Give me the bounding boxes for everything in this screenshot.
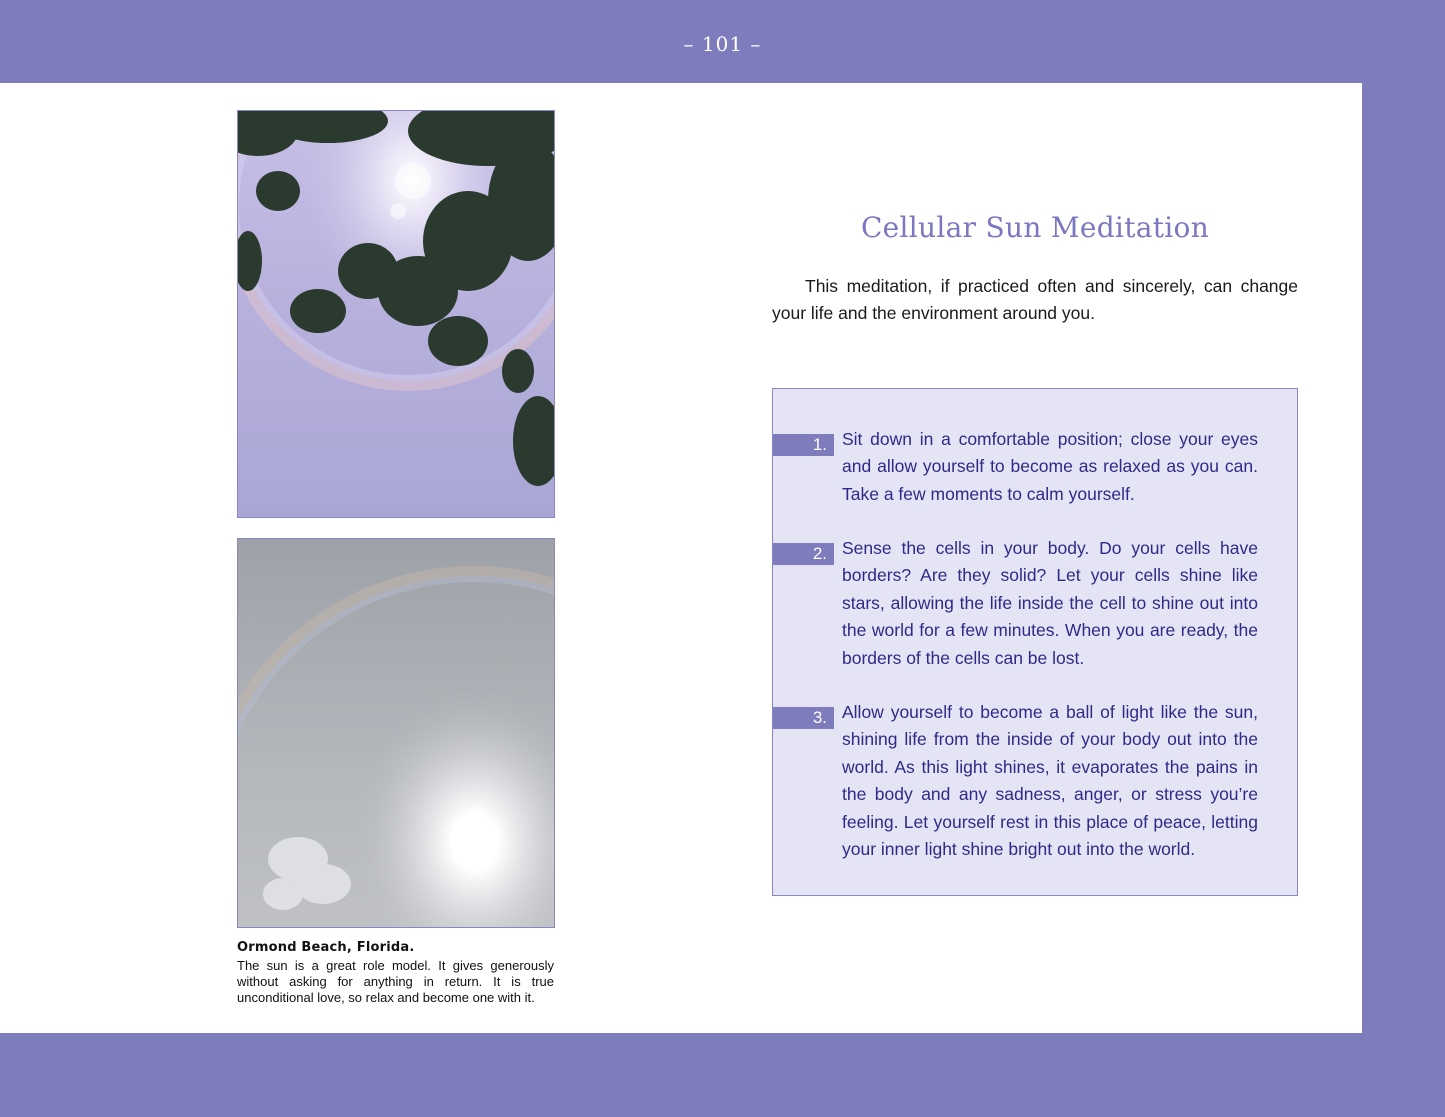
caption-text: The sun is a great role model. It gives generously without asking for anything in return. It is true unconditional love, so relax and become one with it. xyxy=(237,958,554,1005)
step-text: Sit down in a comfortable position; close your eyes and allow yourself to become as relaxed as you can. Take a few moments to calm yourself. xyxy=(842,429,1258,504)
step-text: Allow yourself to become a ball of light like the sun, shining life from the inside of your body out into the world. As this light shines, it evaporates the pains in the body and any sadness, anger, or stress you’re feeling. Let yourself rest in this place of peace, letting your inner light shine bright out into the world. xyxy=(842,702,1258,860)
section-title: Cellular Sun Meditation xyxy=(860,211,1210,244)
steps-box xyxy=(772,388,1298,896)
step-number: 2. xyxy=(773,543,834,565)
tree-halo-image xyxy=(238,111,554,517)
sun-halo-image xyxy=(238,539,554,927)
intro-paragraph: This meditation, if practiced often and sincerely, can change your life and the environment around you. xyxy=(772,276,1298,323)
step-number: 1. xyxy=(773,434,834,456)
photo-tree-sun-halo xyxy=(237,110,555,518)
step-number: 3. xyxy=(773,707,834,729)
caption-title: Ormond Beach, Florida. xyxy=(237,940,415,955)
photo-caption xyxy=(237,940,554,1006)
book-page xyxy=(0,83,1362,1033)
step-text: Sense the cells in your body. Do your cells have borders? Are they solid? Let your cells shine like stars, allowing the life inside the cell to shine out into the world for a few minutes. When you are ready, the borders of the cells can be lost. xyxy=(842,538,1258,668)
photo-sun-halo-sky xyxy=(237,538,555,928)
page-number: – 101 – xyxy=(683,32,762,56)
